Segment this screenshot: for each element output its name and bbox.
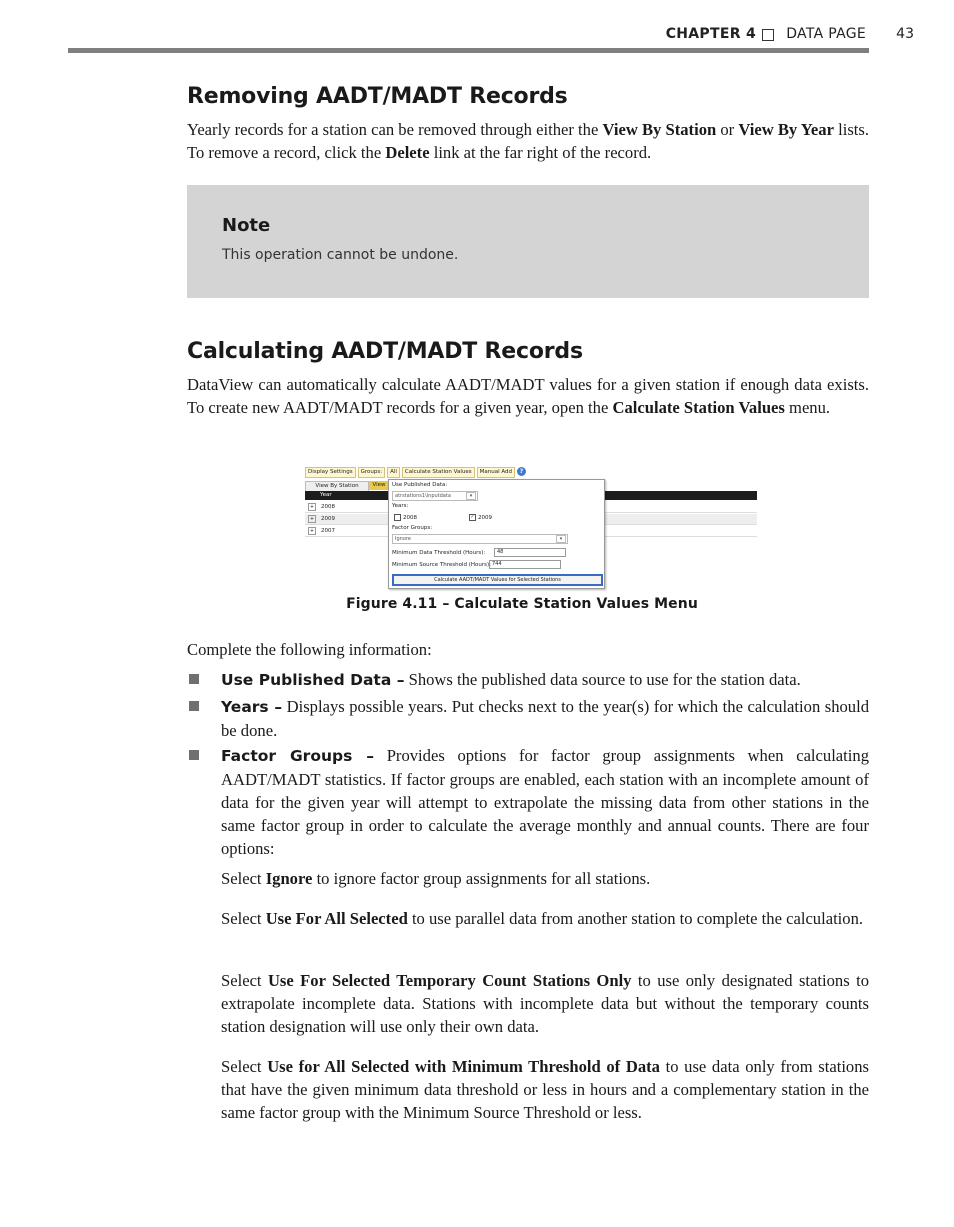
calculate-panel <box>388 479 605 589</box>
year-checkbox-2008 <box>394 514 417 521</box>
year-checkbox-2009 <box>469 514 492 521</box>
text-run: link at the far right of the record. <box>429 143 652 162</box>
separator-box-icon <box>762 29 774 41</box>
bullet-years <box>187 695 869 741</box>
section-heading-calculating: Calculating AADT/MADT Records <box>187 339 583 364</box>
text-run: Select <box>221 1057 268 1076</box>
expand-icon: + <box>309 515 315 522</box>
text-run: Select <box>221 909 266 928</box>
help-icon: ? <box>517 467 526 476</box>
bullet-term: Factor Groups – <box>221 747 375 765</box>
bold-term: View By Year <box>738 120 834 139</box>
calculate-values-button: Calculate AADT/MADT Values for Selected Stations <box>392 574 603 586</box>
text-run: to use data only from stations that have the given minimum data threshold or less in hours and a complementary station in the same factor group with the Minimum Source Threshold or less. <box>221 1057 869 1122</box>
bullet-description: Shows the published data source to use for the station data. <box>404 670 801 689</box>
bullet-text <box>221 695 869 742</box>
bold-term: Calculate Station Values <box>612 398 785 417</box>
bullet-text <box>221 744 869 860</box>
use-published-select <box>392 491 478 501</box>
use-published-value: atrstations1\inputdata <box>395 493 451 499</box>
year-label: 2009 <box>478 515 492 521</box>
bullet-text <box>221 668 869 692</box>
factor-groups-label: Factor Groups: <box>392 525 433 531</box>
chapter-label: CHAPTER 4 <box>665 26 756 42</box>
bold-term: View By Station <box>602 120 717 139</box>
bullet-term: Use Published Data – <box>221 671 405 689</box>
years-label: Years: <box>392 503 409 509</box>
section-heading-removing: Removing AADT/MADT Records <box>187 84 568 109</box>
header-rule <box>68 48 869 53</box>
min-data-label: Minimum Data Threshold (Hours): <box>392 550 486 556</box>
chevron-down-icon: ▾ <box>556 535 566 543</box>
option-name: Use for All Selected with Minimum Threshold of Data <box>267 1057 660 1076</box>
complete-intro: Complete the following information: <box>187 640 432 659</box>
text-run: Select <box>221 869 266 888</box>
option-name: Use For Selected Temporary Count Stations Only <box>267 971 632 990</box>
expand-icon: + <box>309 503 315 510</box>
text-run: to use only designated stations to extrapolate incomplete data. Stations with incomplete data but without the temporary counts station designation will use only their own data. <box>221 971 869 1036</box>
chevron-down-icon: ▾ <box>466 492 476 500</box>
toolbar-all: All <box>387 467 400 478</box>
factor-groups-select <box>392 534 568 544</box>
toolbar-manual-add: Manual Add <box>477 467 515 478</box>
text-run: lists. To remove a record, click the <box>187 120 870 162</box>
text-run: Yearly records for a station can be removed through either the <box>187 120 603 139</box>
toolbar-groups: Groups: <box>358 467 385 478</box>
note-title: Note <box>222 215 271 236</box>
section-label: DATA PAGE <box>786 26 866 42</box>
expand-icon: + <box>309 527 315 534</box>
option-temporary-count <box>221 969 869 1038</box>
removing-paragraph <box>187 118 869 164</box>
year-label: 2008 <box>403 515 417 521</box>
year-column-header: Year <box>320 492 332 498</box>
option-use-for-all <box>221 907 869 930</box>
text-run: or <box>716 120 739 139</box>
bullet-term: Years – <box>221 698 283 716</box>
figure-toolbar <box>305 467 526 478</box>
text-run: to use parallel data from another station to complete the calculation. <box>407 909 864 928</box>
option-name: Use For All Selected <box>265 909 408 928</box>
bullet-square-icon <box>189 674 199 684</box>
bullet-square-icon <box>189 701 199 711</box>
toolbar-display-settings: Display Settings <box>305 467 356 478</box>
toolbar-calculate: Calculate Station Values <box>402 467 475 478</box>
row-year: 2008 <box>321 504 335 510</box>
row-year: 2009 <box>321 516 335 522</box>
row-year: 2007 <box>321 528 335 534</box>
bullet-square-icon <box>189 750 199 760</box>
view-by-station-tab: View By Station <box>305 481 369 492</box>
figure-screenshot <box>305 467 757 589</box>
figure-caption: Figure 4.11 – Calculate Station Values Menu <box>346 596 698 612</box>
min-source-label: Minimum Source Threshold (Hours): <box>392 562 491 568</box>
option-name: Ignore <box>265 869 313 888</box>
use-published-label: Use Published Data: <box>392 482 448 488</box>
running-head <box>0 26 954 46</box>
min-source-input: 744 <box>489 560 561 569</box>
bullet-use-published <box>187 668 869 691</box>
note-body: This operation cannot be undone. <box>222 247 459 263</box>
min-data-input: 48 <box>494 548 566 557</box>
factor-groups-value: Ignore <box>395 536 411 542</box>
checkbox-icon <box>394 514 401 521</box>
option-minimum-threshold <box>221 1055 869 1124</box>
note-box <box>187 185 869 298</box>
text-run: DataView can automatically calculate AADT/MADT values for a given station if enough data exists. To create new AADT/MADT records for a given year, open the <box>187 375 869 417</box>
bullet-description: Provides options for factor group assignments when calculating AADT/MADT statistics. If factor groups are enabled, each station with an incomplete amount of data for the given year will attempt to extrapolate the missing data from other stations in the same factor group in order to calculate the average monthly and annual counts. There are four options: <box>221 746 869 858</box>
view-tab: View <box>369 481 389 490</box>
bullet-factor-groups <box>187 744 869 859</box>
text-run: Select <box>221 971 268 990</box>
text-run: to ignore factor group assignments for all stations. <box>312 869 651 888</box>
bullet-description: Displays possible years. Put checks next to the year(s) for which the calculation should be done. <box>221 697 869 740</box>
option-ignore <box>221 867 869 890</box>
bold-term: Delete <box>385 143 430 162</box>
text-run: menu. <box>784 398 831 417</box>
page-number: 43 <box>896 26 914 42</box>
calculating-paragraph <box>187 373 869 419</box>
checked-icon: ✓ <box>470 514 475 520</box>
